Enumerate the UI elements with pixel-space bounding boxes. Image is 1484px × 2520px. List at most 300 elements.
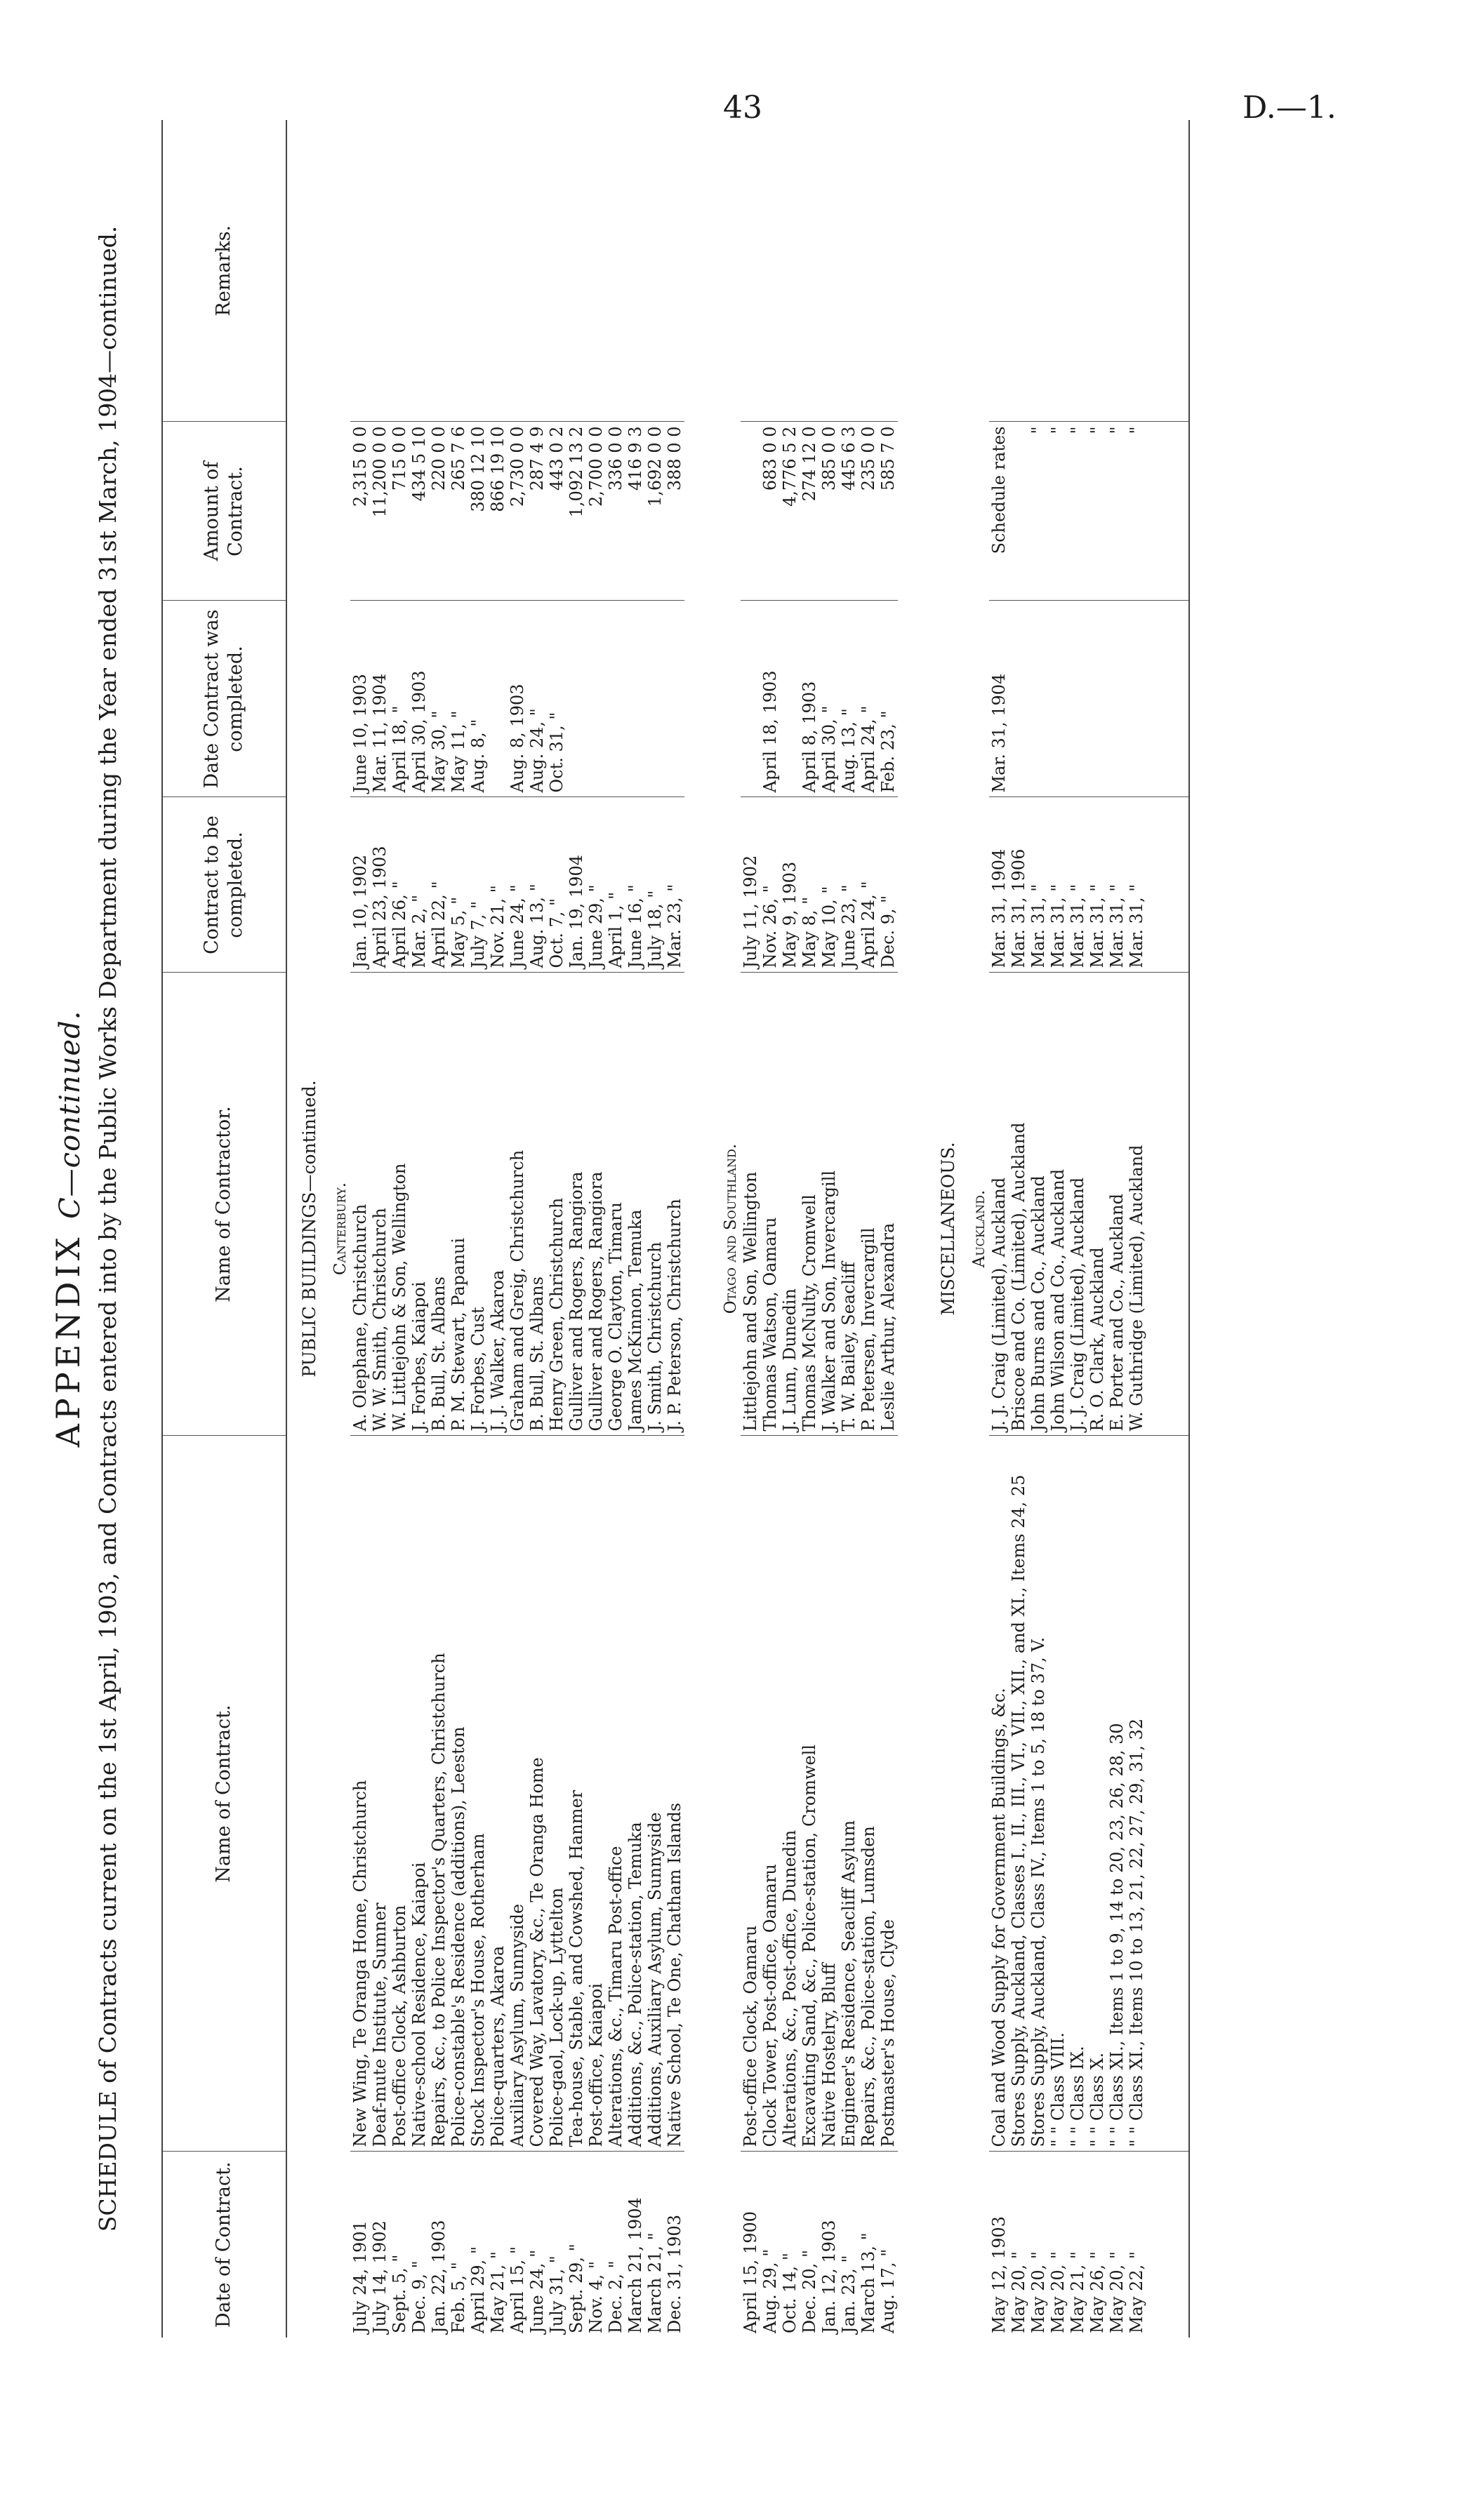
amount-cell: " bbox=[1127, 422, 1146, 601]
contractor-cell: Thomas Watson, Oamaru bbox=[760, 973, 780, 1436]
contractor-cell: B. Bull, St. Albans bbox=[429, 973, 449, 1436]
contract-name-cell: Police-gaol, Lock-up, Lyttelton bbox=[547, 1436, 567, 2152]
date-cell: May 21, " bbox=[487, 2251, 508, 2333]
section-public-buildings bbox=[286, 120, 322, 2338]
remarks-cell bbox=[800, 120, 819, 422]
completed-date-cell bbox=[1087, 601, 1107, 797]
amount-cell: 2,700 0 0 bbox=[586, 422, 606, 601]
completed-date-cell bbox=[1028, 601, 1048, 797]
contract-name-cell: " " Class XI., Items 10 to 13, 21, 22, 27, 29, 31, 32 bbox=[1127, 1436, 1146, 2152]
amount-cell: 434 5 10 bbox=[409, 422, 429, 601]
remarks-cell bbox=[878, 120, 898, 422]
table-row bbox=[488, 120, 508, 2338]
due-date-cell: Mar. 31, " bbox=[1127, 797, 1146, 973]
amount-cell: 274 12 0 bbox=[800, 422, 819, 601]
remarks-cell bbox=[527, 120, 547, 422]
schedule-title: SCHEDULE of Contracts current on the 1st April, 1903, and Contracts entered into by the Public Works Department during the Year ended 31st March, 1904—continued. bbox=[94, 225, 121, 2232]
table-row bbox=[819, 120, 839, 2338]
due-date-cell: Mar. 31, " bbox=[1068, 797, 1087, 973]
completed-date-cell: April 30, " bbox=[819, 601, 839, 797]
contract-name-cell: Police-quarters, Akaroa bbox=[488, 1436, 508, 2152]
table-row bbox=[508, 120, 527, 2338]
amount-cell: 443 0 2 bbox=[547, 422, 567, 601]
date-cell: Jan. 22, 1903 bbox=[428, 2220, 449, 2333]
completed-date-cell: Oct. 31, " bbox=[547, 601, 567, 797]
table-row bbox=[1127, 120, 1146, 2338]
amount-cell: 235 0 0 bbox=[859, 422, 878, 601]
contractor-cell: J. Lunn, Dunedin bbox=[780, 973, 800, 1436]
contractor-cell: W. W. Smith, Christchurch bbox=[370, 973, 390, 1436]
table-row bbox=[859, 120, 878, 2338]
due-date-cell: June 16, " bbox=[625, 797, 645, 973]
contract-name-cell: Excavating Sand, &c., Police-station, Cromwell bbox=[800, 1436, 819, 2152]
date-cell: May 20, " bbox=[1047, 2251, 1068, 2333]
contract-name-cell: Additions, Auxiliary Asylum, Sunnyside bbox=[645, 1436, 665, 2152]
due-date-cell: April 1, " bbox=[606, 797, 625, 973]
contract-name-cell: Post-office, Kaiapoi bbox=[586, 1436, 606, 2152]
table-row bbox=[780, 120, 800, 2338]
amount-cell: 2,315 0 0 bbox=[350, 422, 370, 601]
table-row bbox=[606, 120, 625, 2338]
remarks-cell bbox=[1048, 120, 1068, 422]
due-date-cell: Mar. 31, " bbox=[1028, 797, 1048, 973]
amount-cell: 388 0 0 bbox=[665, 422, 684, 601]
contract-name-cell: Post-office Clock, Ashburton bbox=[390, 1436, 409, 2152]
date-cell: July 14, 1902 bbox=[369, 2220, 390, 2333]
spacer-cell bbox=[684, 120, 713, 2338]
contract-name-cell: " " Class XI., Items 1 to 9, 14 to 20, 23, 26, 28, 30 bbox=[1107, 1436, 1127, 2152]
table-row bbox=[1068, 120, 1087, 2338]
table-row bbox=[1009, 120, 1028, 2338]
contractor-cell: Thomas McNulty, Cromwell bbox=[800, 973, 819, 1436]
date-cell: May 20, " bbox=[1028, 2251, 1048, 2333]
col-header-completed: Date Contract was completed. bbox=[162, 601, 286, 797]
remarks-cell bbox=[1087, 120, 1107, 422]
amount-cell: Schedule rates bbox=[989, 422, 1009, 601]
date-cell: Aug. 29, " bbox=[760, 2248, 780, 2333]
remarks-cell bbox=[1127, 120, 1146, 422]
completed-date-cell: April 30, 1903 bbox=[409, 601, 429, 797]
contractor-cell: J. J. Craig (Limited), Auckland bbox=[1068, 973, 1087, 1436]
contractor-cell: George O. Clayton, Timaru bbox=[606, 973, 625, 1436]
date-cell: Feb. 5, " bbox=[448, 2262, 468, 2333]
amount-cell: " bbox=[1087, 422, 1107, 601]
page-number: 43 bbox=[723, 90, 762, 126]
due-date-cell: April 24, " bbox=[859, 797, 878, 973]
table-row bbox=[1087, 120, 1107, 2338]
closing-row bbox=[1146, 120, 1189, 2338]
contract-name-cell: Coal and Wood Supply for Government Buildings, &c. bbox=[989, 1436, 1009, 2152]
amount-cell: " bbox=[1048, 422, 1068, 601]
amount-cell: 715 0 0 bbox=[390, 422, 409, 601]
contract-name-cell: " " Class VIII. bbox=[1048, 1436, 1068, 2152]
remarks-cell bbox=[429, 120, 449, 422]
table-row bbox=[741, 120, 760, 2338]
due-date-cell: July 11, 1902 bbox=[741, 797, 760, 973]
remarks-cell bbox=[665, 120, 684, 422]
remarks-cell bbox=[741, 120, 760, 422]
contractor-cell: B. Bull, St. Albans bbox=[527, 973, 547, 1436]
date-cell: April 15, " bbox=[507, 2246, 527, 2333]
table-row bbox=[547, 120, 567, 2338]
due-date-cell: May 9, 1903 bbox=[780, 797, 800, 973]
due-date-cell: July 7, " bbox=[468, 797, 488, 973]
table-body bbox=[286, 120, 1189, 2338]
remarks-cell bbox=[839, 120, 859, 422]
remarks-cell bbox=[409, 120, 429, 422]
contractor-cell: W. Guthridge (Limited), Auckland bbox=[1127, 973, 1146, 1436]
due-date-cell: May 5, " bbox=[449, 797, 468, 973]
col-header-due: Contract to be completed. bbox=[162, 797, 286, 973]
amount-cell: 4,776 5 2 bbox=[780, 422, 800, 601]
closing-cell bbox=[1146, 797, 1189, 973]
remarks-cell bbox=[1107, 120, 1127, 422]
contract-name-cell: Police-constable's Residence (additions), Leeston bbox=[449, 1436, 468, 2152]
contract-name-cell: Engineer's Residence, Seacliff Asylum bbox=[839, 1436, 859, 2152]
amount-cell: 380 12 10 bbox=[468, 422, 488, 601]
remarks-cell bbox=[468, 120, 488, 422]
due-date-cell: Mar. 31, " bbox=[1107, 797, 1127, 973]
contractor-cell: Littlejohn and Son, Wellington bbox=[741, 973, 760, 1436]
date-cell: Dec. 20, " bbox=[799, 2250, 819, 2333]
amount-cell: 445 6 3 bbox=[839, 422, 859, 601]
date-cell: Dec. 9, " bbox=[409, 2260, 429, 2333]
remarks-cell bbox=[1068, 120, 1087, 422]
due-date-cell: Mar. 31, 1904 bbox=[989, 797, 1009, 973]
contractor-cell: A. Olephane, Christchurch bbox=[350, 973, 370, 1436]
amount-cell: 1,692 0 0 bbox=[645, 422, 665, 601]
due-date-cell: June 24, " bbox=[508, 797, 527, 973]
contractor-cell: J. Walker and Son, Invercargill bbox=[819, 973, 839, 1436]
contractor-cell: J. J. Walker, Akaroa bbox=[488, 973, 508, 1436]
due-date-cell: June 29, " bbox=[586, 797, 606, 973]
date-cell: Jan. 23, " bbox=[838, 2255, 859, 2333]
completed-date-cell bbox=[645, 601, 665, 797]
date-cell: Dec. 31, 1903 bbox=[664, 2214, 684, 2333]
section-public-buildings-text: PUBLIC BUILDINGS—continued. bbox=[298, 1080, 319, 1378]
amount-cell: 287 4 9 bbox=[527, 422, 547, 601]
due-date-cell: Aug. 13, " bbox=[527, 797, 547, 973]
table-row bbox=[839, 120, 859, 2338]
remarks-cell bbox=[567, 120, 586, 422]
date-cell: March 21, " bbox=[644, 2232, 665, 2333]
contract-name-cell: Stores Supply, Auckland, Classes I., II., III., VI., VII., XII., and XI., Items 24, 25 bbox=[1009, 1436, 1028, 2152]
table-row bbox=[1048, 120, 1068, 2338]
col-header-amount: Amount of Contract. bbox=[162, 422, 286, 601]
date-cell: May 12, 1903 bbox=[988, 2216, 1009, 2333]
contract-name-cell: Native-school Residence, Kaiapoi bbox=[409, 1436, 429, 2152]
date-cell: Sept. 29, " bbox=[566, 2244, 586, 2333]
completed-date-cell bbox=[665, 601, 684, 797]
completed-date-cell: Mar. 31, 1904 bbox=[989, 601, 1009, 797]
document-reference: D.—1. bbox=[1243, 90, 1337, 126]
date-cell: May 22, " bbox=[1126, 2251, 1146, 2333]
table-row bbox=[665, 120, 684, 2338]
completed-date-cell: Aug. 8, " bbox=[468, 601, 488, 797]
table-row bbox=[429, 120, 449, 2338]
date-cell: Jan. 12, 1903 bbox=[819, 2220, 839, 2333]
due-date-cell: Jan. 19, 1904 bbox=[567, 797, 586, 973]
contract-name-cell: New Wing, Te Oranga Home, Christchurch bbox=[350, 1436, 370, 2152]
due-date-cell: Mar. 2, " bbox=[409, 797, 429, 973]
completed-date-cell: April 18, " bbox=[390, 601, 409, 797]
table-row bbox=[370, 120, 390, 2338]
contractor-cell: John Wilson and Co., Auckland bbox=[1048, 973, 1068, 1436]
contractor-cell: Gulliver and Rogers, Rangiora bbox=[567, 973, 586, 1436]
contractor-cell: J. Forbes, Cust bbox=[468, 973, 488, 1436]
contract-name-cell: Stock Inspector's House, Rotherham bbox=[468, 1436, 488, 2152]
table-row bbox=[1107, 120, 1127, 2338]
due-date-cell: Nov. 21, " bbox=[488, 797, 508, 973]
table-row bbox=[350, 120, 370, 2338]
amount-cell: 220 0 0 bbox=[429, 422, 449, 601]
amount-cell: 265 7 6 bbox=[449, 422, 468, 601]
contract-name-cell: " " Class X. bbox=[1087, 1436, 1107, 2152]
section-miscellaneous bbox=[926, 120, 961, 2338]
remarks-cell bbox=[508, 120, 527, 422]
completed-date-cell: Feb. 23, " bbox=[878, 601, 898, 797]
amount-cell: 2,730 0 0 bbox=[508, 422, 527, 601]
date-cell: Oct. 14, " bbox=[779, 2253, 800, 2333]
contractor-cell: P. Petersen, Invercargill bbox=[859, 973, 878, 1436]
closing-cell bbox=[1146, 2152, 1189, 2338]
subsection-otago-southland-text: Otago and Southland. bbox=[721, 1143, 740, 1314]
due-date-cell: Dec. 9, " bbox=[878, 797, 898, 973]
due-date-cell: April 22, " bbox=[429, 797, 449, 973]
section-miscellaneous-text: MISCELLANEOUS. bbox=[937, 1142, 958, 1316]
completed-date-cell bbox=[1107, 601, 1127, 797]
table-row bbox=[586, 120, 606, 2338]
table-row bbox=[449, 120, 468, 2338]
contractor-cell: Henry Green, Christchurch bbox=[547, 973, 567, 1436]
contractor-cell: Graham and Greig, Christchurch bbox=[508, 973, 527, 1436]
remarks-cell bbox=[547, 120, 567, 422]
contracts-table bbox=[161, 120, 1190, 2338]
remarks-cell bbox=[606, 120, 625, 422]
date-cell: May 20, " bbox=[1008, 2251, 1028, 2333]
subsection-canterbury-text: Canterbury. bbox=[331, 1182, 350, 1276]
remarks-cell bbox=[645, 120, 665, 422]
contractor-cell: Leslie Arthur, Alexandra bbox=[878, 973, 898, 1436]
subsection-canterbury bbox=[322, 120, 350, 2338]
contract-name-cell: Alterations, &c., Timaru Post-office bbox=[606, 1436, 625, 2152]
subsection-auckland bbox=[961, 120, 989, 2338]
remarks-cell bbox=[859, 120, 878, 422]
date-cell: June 24, " bbox=[526, 2249, 547, 2333]
completed-date-cell: Aug. 13, " bbox=[839, 601, 859, 797]
completed-date-cell bbox=[1048, 601, 1068, 797]
completed-date-cell: May 30, " bbox=[429, 601, 449, 797]
due-date-cell: April 26, " bbox=[390, 797, 409, 973]
appendix-title bbox=[49, 120, 87, 2338]
completed-date-cell bbox=[606, 601, 625, 797]
contractor-cell: T. W. Bailey, Seacliff bbox=[839, 973, 859, 1436]
completed-date-cell bbox=[780, 601, 800, 797]
completed-date-cell bbox=[741, 601, 760, 797]
table-row bbox=[468, 120, 488, 2338]
contract-name-cell: Alterations, &c., Post-office, Dunedin bbox=[780, 1436, 800, 2152]
date-cell: Dec. 2, " bbox=[605, 2260, 625, 2333]
amount-cell: 11,200 0 0 bbox=[370, 422, 390, 601]
subsection-otago-southland bbox=[713, 120, 741, 2338]
due-date-cell: May 8, " bbox=[800, 797, 819, 973]
contractor-cell: Briscoe and Co. (Limited), Auckland bbox=[1009, 973, 1028, 1436]
col-header-date: Date of Contract. bbox=[162, 2152, 286, 2338]
remarks-cell bbox=[989, 120, 1009, 422]
completed-date-cell bbox=[625, 601, 645, 797]
appendix-suffix: C—continued. bbox=[54, 1010, 86, 1219]
due-date-cell: Mar. 23, " bbox=[665, 797, 684, 973]
col-header-remarks: Remarks. bbox=[162, 120, 286, 422]
contract-name-cell: " " Class IX. bbox=[1068, 1436, 1087, 2152]
date-cell: March 13, " bbox=[858, 2232, 878, 2333]
due-date-cell: June 23, " bbox=[839, 797, 859, 973]
completed-date-cell bbox=[1009, 601, 1028, 797]
amount-cell: " bbox=[1107, 422, 1127, 601]
contract-name-cell: Repairs, &c., to Police Inspector's Quarters, Christchurch bbox=[429, 1436, 449, 2152]
contract-name-cell: Native Hostelry, Bluff bbox=[819, 1436, 839, 2152]
completed-date-cell: Aug. 8, 1903 bbox=[508, 601, 527, 797]
amount-cell bbox=[1009, 422, 1028, 601]
due-date-cell: Mar. 31, 1906 bbox=[1009, 797, 1028, 973]
completed-date-cell: April 8, 1903 bbox=[800, 601, 819, 797]
date-cell: Aug. 17, " bbox=[877, 2248, 898, 2333]
due-date-cell: Nov. 26, " bbox=[760, 797, 780, 973]
contractor-cell: J. Forbes, Kaiapoi bbox=[409, 973, 429, 1436]
date-cell: March 21, 1904 bbox=[625, 2197, 645, 2333]
completed-date-cell bbox=[1127, 601, 1146, 797]
amount-cell: " bbox=[1028, 422, 1048, 601]
contract-name-cell: Auxiliary Asylum, Sunnyside bbox=[508, 1436, 527, 2152]
amount-cell: 683 0 0 bbox=[760, 422, 780, 601]
completed-date-cell bbox=[567, 601, 586, 797]
closing-cell bbox=[1146, 422, 1189, 601]
amount-cell bbox=[741, 422, 760, 601]
amount-cell: 866 19 10 bbox=[488, 422, 508, 601]
date-cell: Nov. 4, " bbox=[585, 2261, 606, 2333]
remarks-cell bbox=[586, 120, 606, 422]
contract-name-cell: Covered Way, Lavatory, &c., Te Oranga Home bbox=[527, 1436, 547, 2152]
title-block bbox=[49, 120, 124, 2338]
completed-date-cell bbox=[488, 601, 508, 797]
amount-cell: 585 7 0 bbox=[878, 422, 898, 601]
header-row bbox=[162, 120, 286, 2338]
contractor-cell: J. J. Craig (Limited), Auckland bbox=[989, 973, 1009, 1436]
remarks-cell bbox=[390, 120, 409, 422]
table-row bbox=[878, 120, 898, 2338]
contractor-cell: J. Smith, Christchurch bbox=[645, 973, 665, 1436]
remarks-cell bbox=[488, 120, 508, 422]
closing-cell bbox=[1146, 120, 1189, 422]
appendix-label: APPENDIX bbox=[49, 1233, 87, 1448]
contract-name-cell: Postmaster's House, Clyde bbox=[878, 1436, 898, 2152]
contract-name-cell: Post-office Clock, Oamaru bbox=[741, 1436, 760, 2152]
remarks-cell bbox=[350, 120, 370, 422]
contractor-cell: James McKinnon, Temuka bbox=[625, 973, 645, 1436]
table-row bbox=[625, 120, 645, 2338]
remarks-cell bbox=[760, 120, 780, 422]
amount-cell: 385 0 0 bbox=[819, 422, 839, 601]
due-date-cell: Mar. 31, " bbox=[1087, 797, 1107, 973]
subsection-auckland-text: Auckland. bbox=[969, 1189, 988, 1268]
remarks-cell bbox=[780, 120, 800, 422]
date-cell: July 24, 1901 bbox=[350, 2220, 370, 2333]
spacer-row bbox=[684, 120, 713, 2338]
completed-date-cell: April 18, 1903 bbox=[760, 601, 780, 797]
due-date-cell: Oct. 7, " bbox=[547, 797, 567, 973]
completed-date-cell: Aug. 24, " bbox=[527, 601, 547, 797]
amount-cell: 336 0 0 bbox=[606, 422, 625, 601]
date-cell: May 26, " bbox=[1087, 2251, 1107, 2333]
due-date-cell: July 18, " bbox=[645, 797, 665, 973]
contract-name-cell: Repairs, &c., Police-station, Lumsden bbox=[859, 1436, 878, 2152]
closing-cell bbox=[1146, 601, 1189, 797]
table-row bbox=[760, 120, 780, 2338]
spacer-cell bbox=[898, 120, 926, 2338]
completed-date-cell: May 11, " bbox=[449, 601, 468, 797]
date-cell: July 31, " bbox=[546, 2255, 567, 2333]
contractor-cell: J. P. Peterson, Christchurch bbox=[665, 973, 684, 1436]
contractor-cell: R. O. Clark, Auckland bbox=[1087, 973, 1107, 1436]
closing-cell bbox=[1146, 973, 1189, 1436]
table-row bbox=[989, 120, 1009, 2338]
remarks-cell bbox=[449, 120, 468, 422]
amount-cell: " bbox=[1068, 422, 1087, 601]
date-cell: April 15, 1900 bbox=[740, 2211, 760, 2333]
date-cell: May 20, " bbox=[1106, 2251, 1127, 2333]
table-row bbox=[1028, 120, 1048, 2338]
completed-date-cell: Mar. 11, 1904 bbox=[370, 601, 390, 797]
contractor-cell: E. Porter and Co., Auckland bbox=[1107, 973, 1127, 1436]
amount-cell: 1,092 13 2 bbox=[567, 422, 586, 601]
contract-name-cell: Tea-house, Stable, and Cowshed, Hanmer bbox=[567, 1436, 586, 2152]
table-row bbox=[567, 120, 586, 2338]
due-date-cell: April 23, 1903 bbox=[370, 797, 390, 973]
contract-name-cell: Stores Supply, Auckland, Class IV., Items 1 to 5, 18 to 37, V. bbox=[1028, 1436, 1048, 2152]
date-cell: May 21, " bbox=[1067, 2251, 1087, 2333]
spacer-row bbox=[898, 120, 926, 2338]
date-cell: Sept. 5, " bbox=[389, 2254, 409, 2333]
contract-name-cell: Native School, Te One, Chatham Islands bbox=[665, 1436, 684, 2152]
col-header-contractor: Name of Contractor. bbox=[162, 973, 286, 1436]
closing-cell bbox=[1146, 1436, 1189, 2152]
due-date-cell: Mar. 31, " bbox=[1048, 797, 1068, 973]
date-cell: April 29, " bbox=[468, 2246, 488, 2333]
due-date-cell: May 10, " bbox=[819, 797, 839, 973]
table-row bbox=[390, 120, 409, 2338]
completed-date-cell bbox=[1068, 601, 1087, 797]
table-row bbox=[409, 120, 429, 2338]
contract-name-cell: Clock Tower, Post-office, Oamaru bbox=[760, 1436, 780, 2152]
remarks-cell bbox=[370, 120, 390, 422]
completed-date-cell bbox=[586, 601, 606, 797]
table-row bbox=[800, 120, 819, 2338]
remarks-cell bbox=[625, 120, 645, 422]
completed-date-cell: April 24, " bbox=[859, 601, 878, 797]
due-date-cell: Jan. 10, 1902 bbox=[350, 797, 370, 973]
contract-name-cell: Additions, &c., Police-station, Temuka bbox=[625, 1436, 645, 2152]
table-row bbox=[527, 120, 547, 2338]
contractor-cell: P. M. Stewart, Papanui bbox=[449, 973, 468, 1436]
contract-name-cell: Deaf-mute Institute, Sumner bbox=[370, 1436, 390, 2152]
remarks-cell bbox=[1028, 120, 1048, 422]
col-header-contract: Name of Contract. bbox=[162, 1436, 286, 2152]
table-row bbox=[645, 120, 665, 2338]
contractor-cell: John Burns and Co., Auckland bbox=[1028, 973, 1048, 1436]
amount-cell: 416 9 3 bbox=[625, 422, 645, 601]
remarks-cell bbox=[1009, 120, 1028, 422]
contractor-cell: W. Littlejohn & Son, Wellington bbox=[390, 973, 409, 1436]
